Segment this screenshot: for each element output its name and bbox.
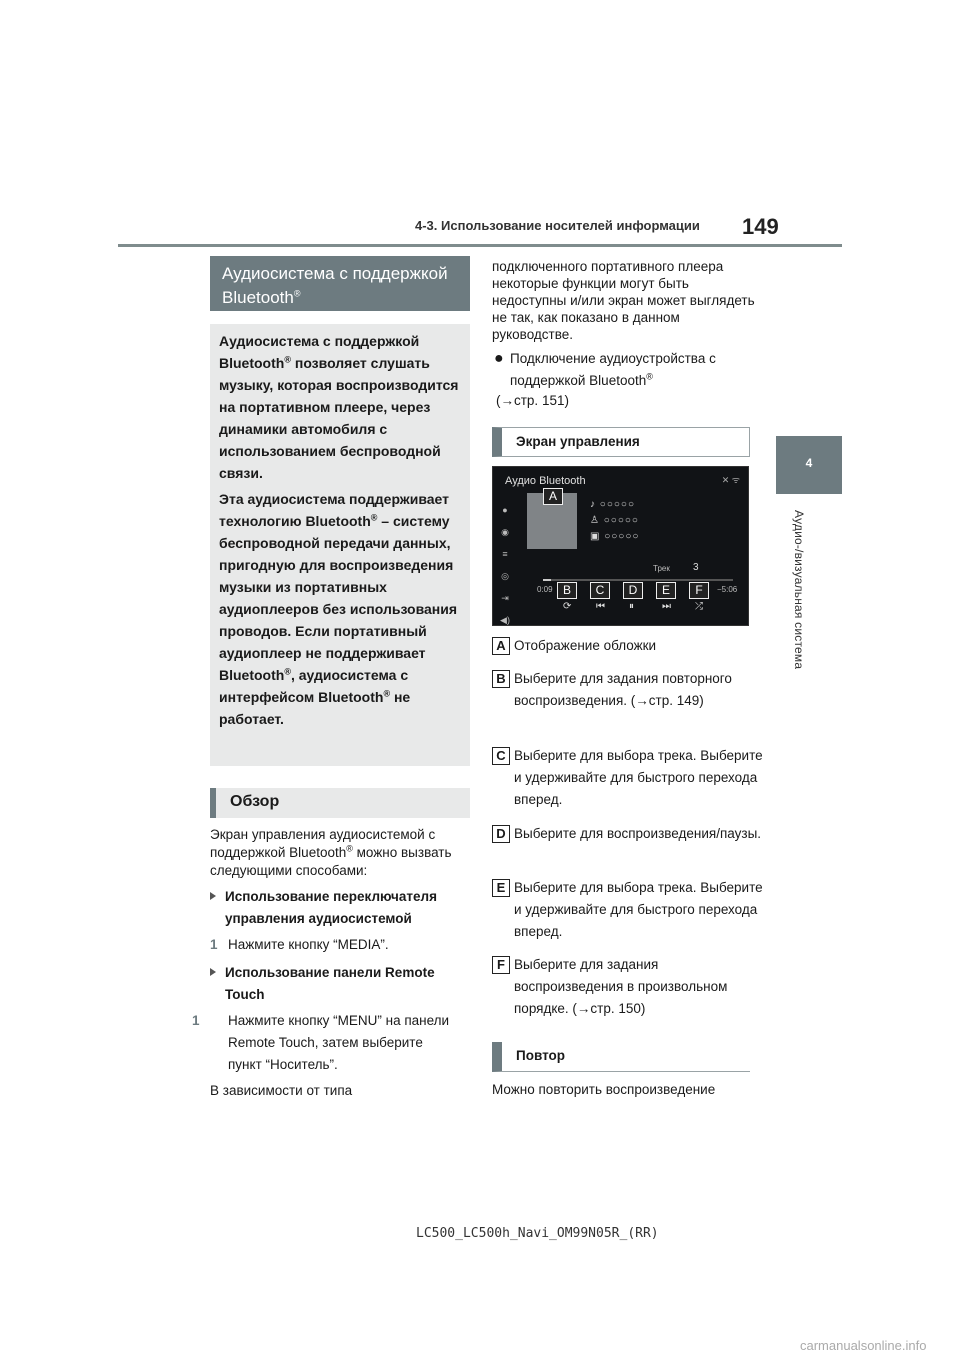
registered-mark: ® (293, 288, 301, 299)
progress-bar[interactable] (543, 579, 733, 581)
triangle-bullet-icon (210, 968, 216, 976)
legend-text-f: Выберите для задания воспроизведения в произвольном порядке. (→стр. 150) (514, 957, 728, 1016)
screen-sidebar (497, 499, 513, 626)
method-1-title: Использование переключателя управления аудиосистемой (210, 886, 472, 930)
source-icon[interactable]: ● (502, 505, 508, 515)
legend-text-e: Выберите для выбора трека. Выберите и удерживайте для быстрого перехода вперед. (514, 880, 763, 939)
legend-key-a: A (492, 637, 510, 655)
legend-key-c: C (492, 747, 510, 765)
method-2-step: 1 Нажмите кнопку “MENU” на панели Remote Touch, затем выберите пункт “Носитель”. (192, 1013, 450, 1072)
list-icon[interactable]: ≡ (502, 549, 508, 559)
repeat-icon[interactable]: ⟳ (563, 601, 572, 612)
overview-tail: В зависимости от типа (210, 1083, 353, 1098)
bullet-bluetooth-connect: ● Подключение аудиоустройства с поддержкой Bluetooth® (→стр. 151) (492, 348, 762, 410)
track-label: Трек (653, 564, 670, 573)
continuation-text: подключенного портативного плеера некоторые функции могут быть недоступны и/или экран может выглядеть не так, как показано в данном руководстве. (492, 259, 755, 342)
time-remaining: −5:06 (717, 585, 738, 594)
bluetooth-section-heading (210, 256, 470, 311)
overview-intro: Экран управления аудиосистемой с поддержкой Bluetooth® можно вызвать следующими способами: (210, 827, 452, 878)
repeat-heading: Повтор (492, 1042, 750, 1072)
shuffle-icon[interactable]: ⤮ (695, 601, 703, 612)
legend-key-e: E (492, 879, 510, 897)
legend-text-b: Выберите для задания повторного воспроизведения. (→стр. 149) (514, 671, 732, 708)
legend-text-c: Выберите для выбора трека. Выберите и удерживайте для быстрого перехода вперед. (514, 748, 763, 807)
intro-paragraph-2: Эта аудиосистема поддерживает технологию Bluetooth® – систему беспроводной передачи данных, пригодную для воспроизведения музыки из портативных аудиоплееров без использования проводов. Если портативный аудиоплеер не поддерживает Bluetooth®, аудиосистема с интерфейсом Bluetooth® не работает. (219, 491, 458, 727)
section-title: 4-3. Использование носителей информации (415, 218, 700, 233)
legend-key-f: F (492, 956, 510, 974)
callout-a: A (543, 488, 563, 505)
heading-line-1: Аудиосистема с поддержкой (222, 264, 448, 283)
previous-track-icon[interactable]: ⏮ (596, 601, 605, 612)
progress-fill (543, 579, 551, 581)
page-link[interactable]: (→стр. 151) (496, 393, 569, 408)
heading-line-2: Bluetooth (222, 288, 294, 307)
eye-icon[interactable]: ◎ (501, 571, 509, 581)
plug-icon[interactable]: ⇥ (501, 593, 509, 603)
bullet-dot-icon: ● (494, 350, 504, 367)
meta-artist: ♙ ○○○○○ (590, 515, 639, 526)
volume-icon[interactable]: ◀) (500, 615, 510, 625)
control-screen-heading: Экран управления (492, 427, 750, 457)
callout-b: B (557, 582, 577, 599)
chapter-tab[interactable]: 4 (776, 436, 842, 494)
legend-text-d: Выберите для воспроизведения/паузы. (514, 826, 762, 841)
meta-title: ♪ ○○○○○ (590, 499, 635, 510)
page-number: 149 (742, 214, 779, 239)
overview-heading: Обзор (210, 788, 470, 818)
callout-c: C (590, 582, 610, 599)
callout-f: F (689, 582, 709, 599)
legend-text-a: Отображение обложки (514, 638, 657, 653)
pause-icon[interactable]: ⏸ (629, 601, 634, 612)
track-number: 3 (693, 562, 699, 573)
meta-album: ▣ ○○○○○ (590, 531, 640, 542)
next-track-icon[interactable]: ⏭ (662, 601, 671, 612)
intro-info-box (210, 324, 470, 766)
bluetooth-audio-screen (492, 466, 749, 626)
intro-paragraph-1: Аудиосистема с поддержкой Bluetooth® позволяет слушать музыку, которая воспроизводится на портативном плеере, через динамики автомобиля с использованием беспроводной связи. (219, 333, 459, 481)
play-icon[interactable]: ◉ (501, 527, 509, 537)
legend-key-b: B (492, 670, 510, 688)
repeat-text: Можно повторить воспроизведение (492, 1082, 716, 1097)
time-elapsed: 0:09 (537, 585, 553, 594)
document-code: LC500_LC500h_Navi_OM99N05R_(RR) (416, 1226, 659, 1241)
callout-d: D (623, 582, 643, 599)
legend-key-d: D (492, 825, 510, 843)
watermark: carmanualsonline.info (800, 1338, 927, 1353)
triangle-bullet-icon (210, 892, 216, 900)
method-2-title: Использование панели Remote Touch (210, 962, 472, 1006)
method-1-step: 1 Нажмите кнопку “MEDIA”. (210, 937, 389, 952)
chapter-label: Аудио-/визуальная система (792, 510, 806, 670)
callout-e: E (656, 582, 676, 599)
header-rule (118, 244, 842, 247)
screen-title: Аудио Bluetooth (505, 475, 586, 487)
status-icons: ✕ ᯤ (721, 475, 740, 485)
